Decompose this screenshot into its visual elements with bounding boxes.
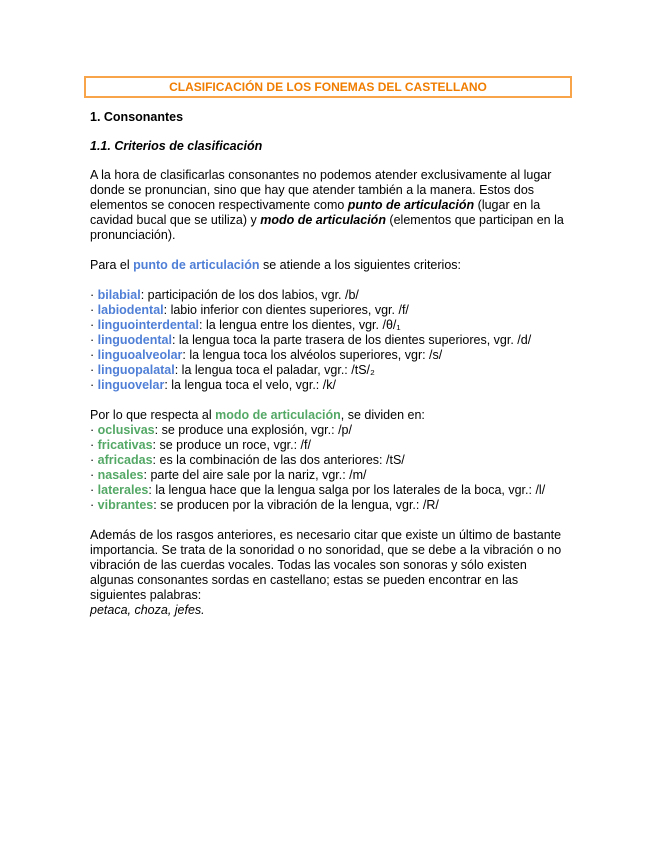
list-item-desc: : la lengua toca los alvéolos superiores, vgr: /s/ bbox=[182, 348, 443, 362]
subsection-heading: 1.1. Criterios de clasificación bbox=[90, 139, 263, 153]
list-item-desc: : participación de los dos labios, vgr. /b/ bbox=[140, 288, 359, 302]
punto-lead-before: Para el bbox=[90, 258, 134, 272]
list-item bbox=[90, 468, 570, 483]
list-item-desc: : la lengua toca la parte trasera de los dientes superiores, vgr. /d/ bbox=[171, 333, 532, 347]
list-item-desc: : la lengua toca el paladar, vgr.: /tS/₂ bbox=[174, 363, 375, 377]
list-item-term: oclusivas bbox=[97, 423, 155, 437]
bullet: · bbox=[90, 498, 98, 512]
list-item-term: laterales bbox=[97, 483, 149, 497]
list-item bbox=[90, 318, 570, 333]
intro-paragraph bbox=[90, 168, 570, 243]
modo-lead-before: Por lo que respecta al bbox=[90, 408, 216, 422]
list-item-desc: : se produce un roce, vgr.: /f/ bbox=[152, 438, 311, 452]
bullet: · bbox=[90, 348, 98, 362]
list-item bbox=[90, 333, 570, 348]
punto-lead-term: punto de articulación bbox=[133, 258, 260, 272]
list-item bbox=[90, 483, 570, 498]
list-item bbox=[90, 423, 570, 438]
list-item-term: linguodental bbox=[97, 333, 172, 347]
closing-paragraph: Además de los rasgos anteriores, es necesario citar que existe un último de bastante importancia. Se trata de la sonoridad o no sonoridad, que se debe a la vibración o no vibración de las cuerdas vocales. Todas las vocales son sonoras y sólo existen algunas consonantes sordas en castellano; estas se pueden encontrar en las siguientes palabras: bbox=[90, 528, 562, 602]
list-item bbox=[90, 453, 570, 468]
list-item-term: vibrantes bbox=[97, 498, 154, 512]
punto-lead bbox=[90, 258, 570, 273]
list-item-term: bilabial bbox=[97, 288, 141, 302]
list-item bbox=[90, 348, 570, 363]
list-item-term: linguoalveolar bbox=[97, 348, 183, 362]
bullet: · bbox=[90, 288, 98, 302]
list-item-desc: : labio inferior con dientes superiores, vgr. /f/ bbox=[163, 303, 409, 317]
list-item-desc: : se produce una explosión, vgr.: /p/ bbox=[154, 423, 352, 437]
bullet: · bbox=[90, 378, 98, 392]
list-item-desc: : se producen por la vibración de la lengua, vgr.: /R/ bbox=[153, 498, 439, 512]
modo-lead bbox=[90, 408, 570, 423]
list-item bbox=[90, 438, 570, 453]
list-item bbox=[90, 288, 570, 303]
bullet: · bbox=[90, 363, 98, 377]
list-item-term: fricativas bbox=[97, 438, 153, 452]
bullet: · bbox=[90, 318, 98, 332]
document-title: CLASIFICACIÓN DE LOS FONEMAS DEL CASTELLANO bbox=[84, 76, 572, 98]
punto-list bbox=[90, 288, 570, 393]
list-item-desc: : es la combinación de las dos anteriores: /tS/ bbox=[152, 453, 405, 467]
intro-text-2: (lugar en la cavidad bucal que se utiliza) y bbox=[90, 198, 541, 227]
bullet: · bbox=[90, 423, 98, 437]
list-item-term: linguointerdental bbox=[97, 318, 200, 332]
list-item-desc: : la lengua hace que la lengua salga por los laterales de la boca, vgr.: /l/ bbox=[148, 483, 546, 497]
intro-term-punto: punto de articulación bbox=[347, 198, 475, 212]
bullet: · bbox=[90, 483, 98, 497]
punto-lead-after: se atiende a los siguientes criterios: bbox=[259, 258, 461, 272]
modo-lead-after: , se dividen en: bbox=[340, 408, 425, 422]
intro-text-1: A la hora de clasificarlas consonantes no podemos atender exclusivamente al lugar donde se pronuncian, sino que hay que atender también a la manera. Estos dos elementos se conocen respectivamente como bbox=[90, 168, 552, 212]
list-item bbox=[90, 303, 570, 318]
bullet: · bbox=[90, 303, 98, 317]
list-item bbox=[90, 363, 570, 378]
bullet: · bbox=[90, 468, 98, 482]
intro-text-3: (elementos que participan en la pronunciación). bbox=[90, 213, 564, 242]
list-item-desc: : la lengua toca el velo, vgr.: /k/ bbox=[164, 378, 336, 392]
list-item-term: africadas bbox=[97, 453, 153, 467]
bullet: · bbox=[90, 438, 98, 452]
list-item-desc: : la lengua entre los dientes, vgr. /θ/₁ bbox=[199, 318, 401, 332]
modo-list bbox=[90, 423, 570, 513]
list-item bbox=[90, 378, 570, 393]
list-item-term: nasales bbox=[97, 468, 144, 482]
example-words: petaca, choza, jefes. bbox=[90, 603, 205, 617]
section-heading: 1. Consonantes bbox=[90, 110, 184, 124]
intro-term-modo: modo de articulación bbox=[260, 213, 386, 227]
list-item-desc: : parte del aire sale por la nariz, vgr.: /m/ bbox=[143, 468, 367, 482]
list-item bbox=[90, 498, 570, 513]
modo-lead-term: modo de articulación bbox=[215, 408, 341, 422]
bullet: · bbox=[90, 333, 98, 347]
list-item-term: linguopalatal bbox=[97, 363, 175, 377]
list-item-term: labiodental bbox=[97, 303, 164, 317]
bullet: · bbox=[90, 453, 98, 467]
list-item-term: linguovelar bbox=[97, 378, 165, 392]
document-body bbox=[90, 110, 570, 618]
